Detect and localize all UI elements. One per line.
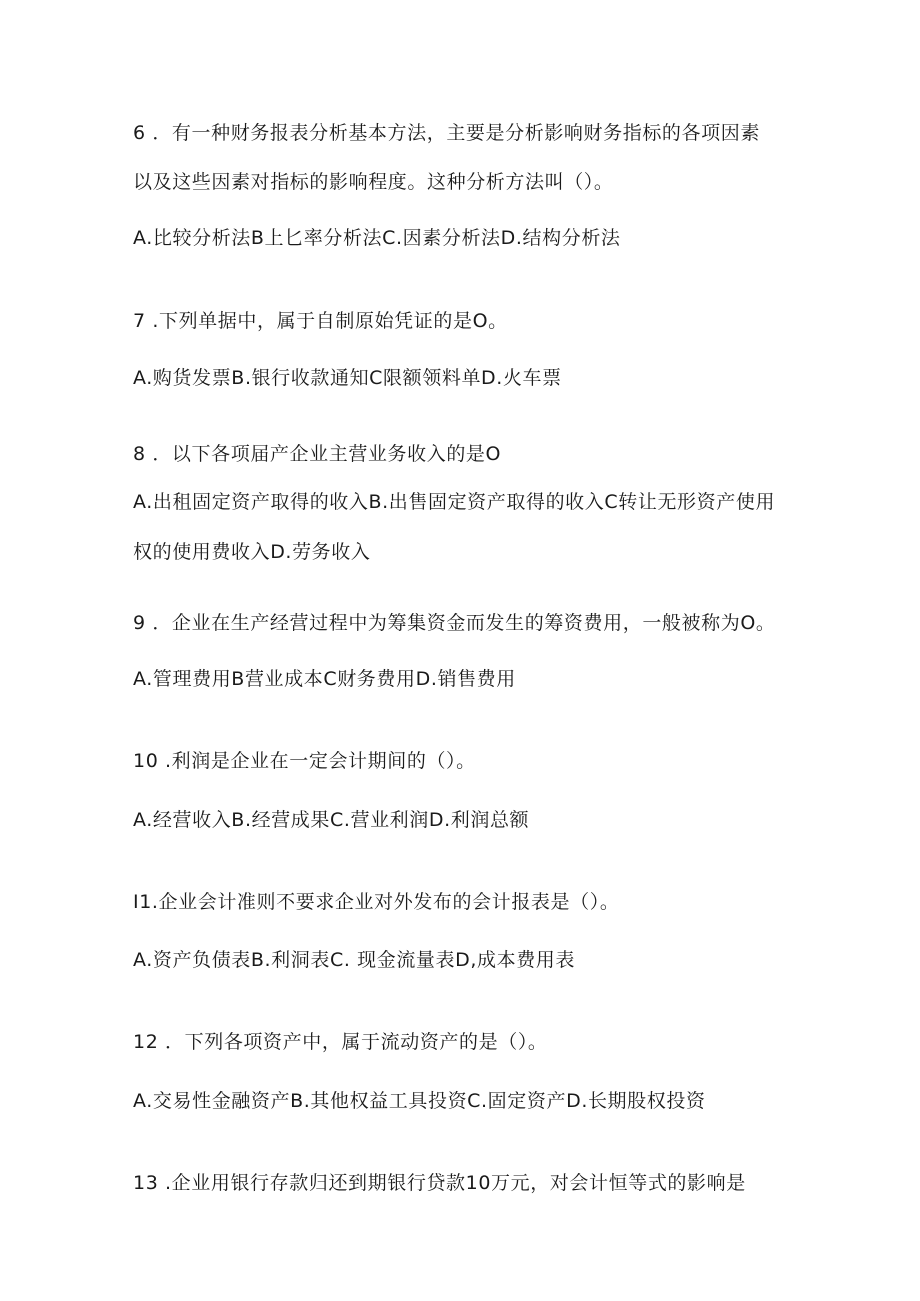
q10-stem: 10 .利润是企业在一定会计期间的（）。 [133, 750, 476, 772]
q7-stem: 7 .下列单据中，属于自制原始凭证的是O。 [133, 310, 508, 332]
q9-stem: 9 ．企业在生产经营过程中为筹集资金而发生的筹资费用，一般被称为O。 [133, 612, 776, 634]
q10-options: A.经营收入B.经营成果C.营业利润D.利润总额 [133, 809, 530, 831]
q11-stem: I1.企业会计准则不要求企业对外发布的会计报表是（）。 [133, 891, 620, 913]
q6-stem-line-1: 6 ．有一种财务报表分析基本方法，主要是分析影响财务指标的各项因素 [133, 122, 760, 144]
q11-options: A.资产负债表B.利洞表C. 现金流量表D,成本费用表 [133, 949, 575, 971]
q12-options: A.交易性金融资产B.其他权益工具投资C.固定资产D.长期股权投资 [133, 1090, 706, 1112]
q8-options-line-2: 权的使用费收入D.劳务收入 [133, 541, 371, 563]
q8-stem: 8 ．以下各项届产企业主营业务收入的是O [133, 443, 502, 465]
q13-stem: 13 .企业用银行存款归还到期银行贷款10万元，对会计恒等式的影响是 [133, 1172, 746, 1194]
q9-options: A.管理费用B营业成本C财务费用D.销售费用 [133, 668, 516, 690]
q8-options-line-1: A.出租固定资产取得的收入B.出售固定资产取得的收入C转让无形资产使用 [133, 491, 776, 513]
q12-stem: 12 ．下列各项资产中，属于流动资产的是（）。 [133, 1031, 548, 1053]
q6-stem-line-2: 以及这些因素对指标的影响程度。这种分析方法叫（）。 [133, 171, 614, 193]
q7-options: A.购货发票B.银行收款通知C限额领料单D.火车票 [133, 367, 562, 389]
q6-options: A.比较分析法B上匕率分析法C.因素分析法D.结构分析法 [133, 227, 621, 249]
